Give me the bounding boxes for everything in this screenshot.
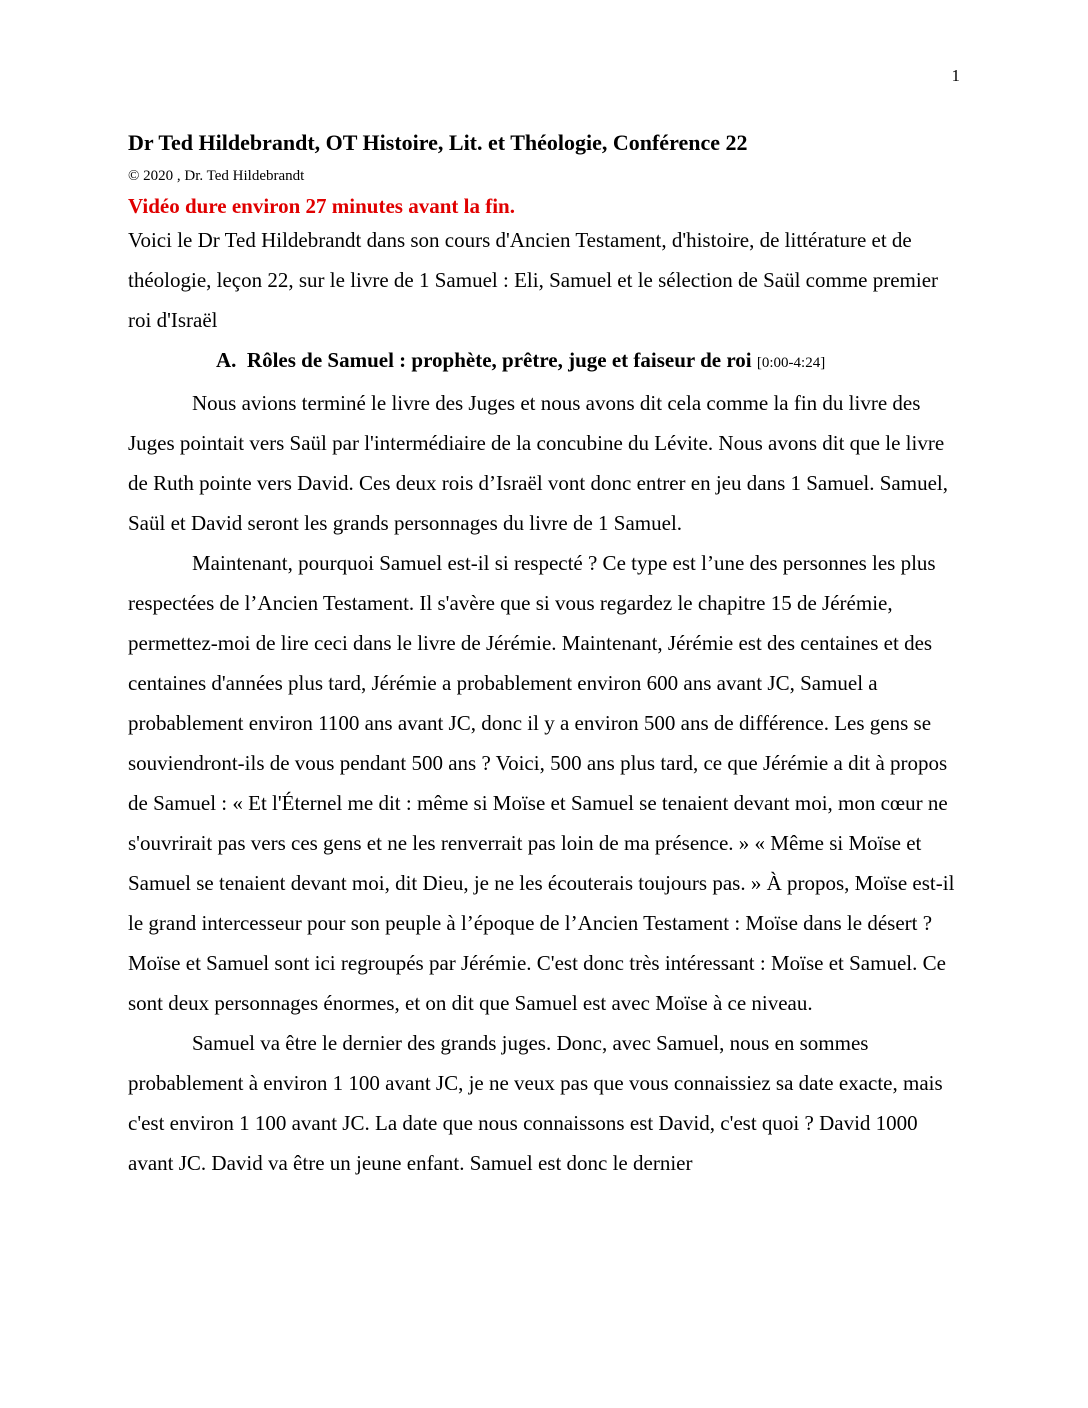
body-paragraph: Samuel va être le dernier des grands juges. Donc, avec Samuel, nous en sommes probablement à environ 1 100 avant JC, je ne veux pas que vous connaissiez sa date exacte, mais c'est environ 1 100 avant JC. La date que nous connaissons est David, c'est quoi ? David 1000 avant JC. David va être un jeune enfant. Samuel est donc le dernier bbox=[128, 1031, 943, 1175]
video-duration-note: Vidéo dure environ 27 minutes avant la fin. bbox=[128, 194, 515, 218]
page-number: 1 bbox=[951, 66, 960, 85]
document-title: Dr Ted Hildebrandt, OT Histoire, Lit. et Théologie, Conférence 22 bbox=[128, 130, 748, 155]
section-timestamp: [0:00-4:24] bbox=[756, 355, 826, 371]
intro-paragraph: Voici le Dr Ted Hildebrandt dans son cours d'Ancien Testament, d'histoire, de littérature et de théologie, leçon 22, sur le livre de 1 Samuel : Eli, Samuel et le sélection de Saül comme premier roi d'Israël bbox=[128, 228, 939, 332]
body-paragraph: Nous avions terminé le livre des Juges et nous avons dit cela comme la fin du livre des Juges pointait vers Saül par l'intermédiaire de la concubine du Lévite. Nous avons dit que le livre de Ruth pointe vers David. Ces deux rois d’Israël vont donc entrer en jeu dans 1 Samuel. Samuel, Saül et David seront les grands personnages du livre de 1 Samuel. bbox=[128, 391, 948, 535]
body-paragraph: Maintenant, pourquoi Samuel est-il si respecté ? Ce type est l’une des personnes les plus respectées de l’Ancien Testament. Il s'avère que si vous regardez le chapitre 15 de Jérémie, permettez-moi de lire ceci dans le livre de Jérémie. Maintenant, Jérémie est des centaines et des centaines d'années plus tard, Jérémie a probablement environ 600 ans avant JC, Samuel a probablement environ 1100 ans avant JC, donc il y a environ 500 ans de différence. Les gens se souviendront-ils de vous pendant 500 ans ? Voici, 500 ans plus tard, ce que Jérémie a dit à propos de Samuel : « Et l'Éternel me dit : même si Moïse et Samuel se tenaient devant moi, mon cœur ne s'ouvrirait pas vers ces gens et ne les renverrait pas loin de ma présence. » « Même si Moïse et Samuel se tenaient devant moi, dit Dieu, je ne les écouterais toujours pas. » À propos, Moïse est-il le grand intercesseur pour son peuple à l’époque de l’Ancien Testament : Moïse dans le désert ? Moïse et Samuel sont ici regroupés par Jérémie. C'est donc très intéressant : Moïse et Samuel. Ce sont deux personnages énormes, et on dit que Samuel est avec Moïse à ce niveau. bbox=[128, 551, 955, 1015]
copyright-notice: © 2020 , Dr. Ted Hildebrandt bbox=[128, 168, 305, 184]
section-letter: A. bbox=[216, 348, 237, 372]
section-heading bbox=[128, 340, 960, 383]
section-title: Rôles de Samuel : prophète, prêtre, juge et faiseur de roi bbox=[246, 348, 752, 372]
document-body bbox=[128, 128, 960, 1183]
